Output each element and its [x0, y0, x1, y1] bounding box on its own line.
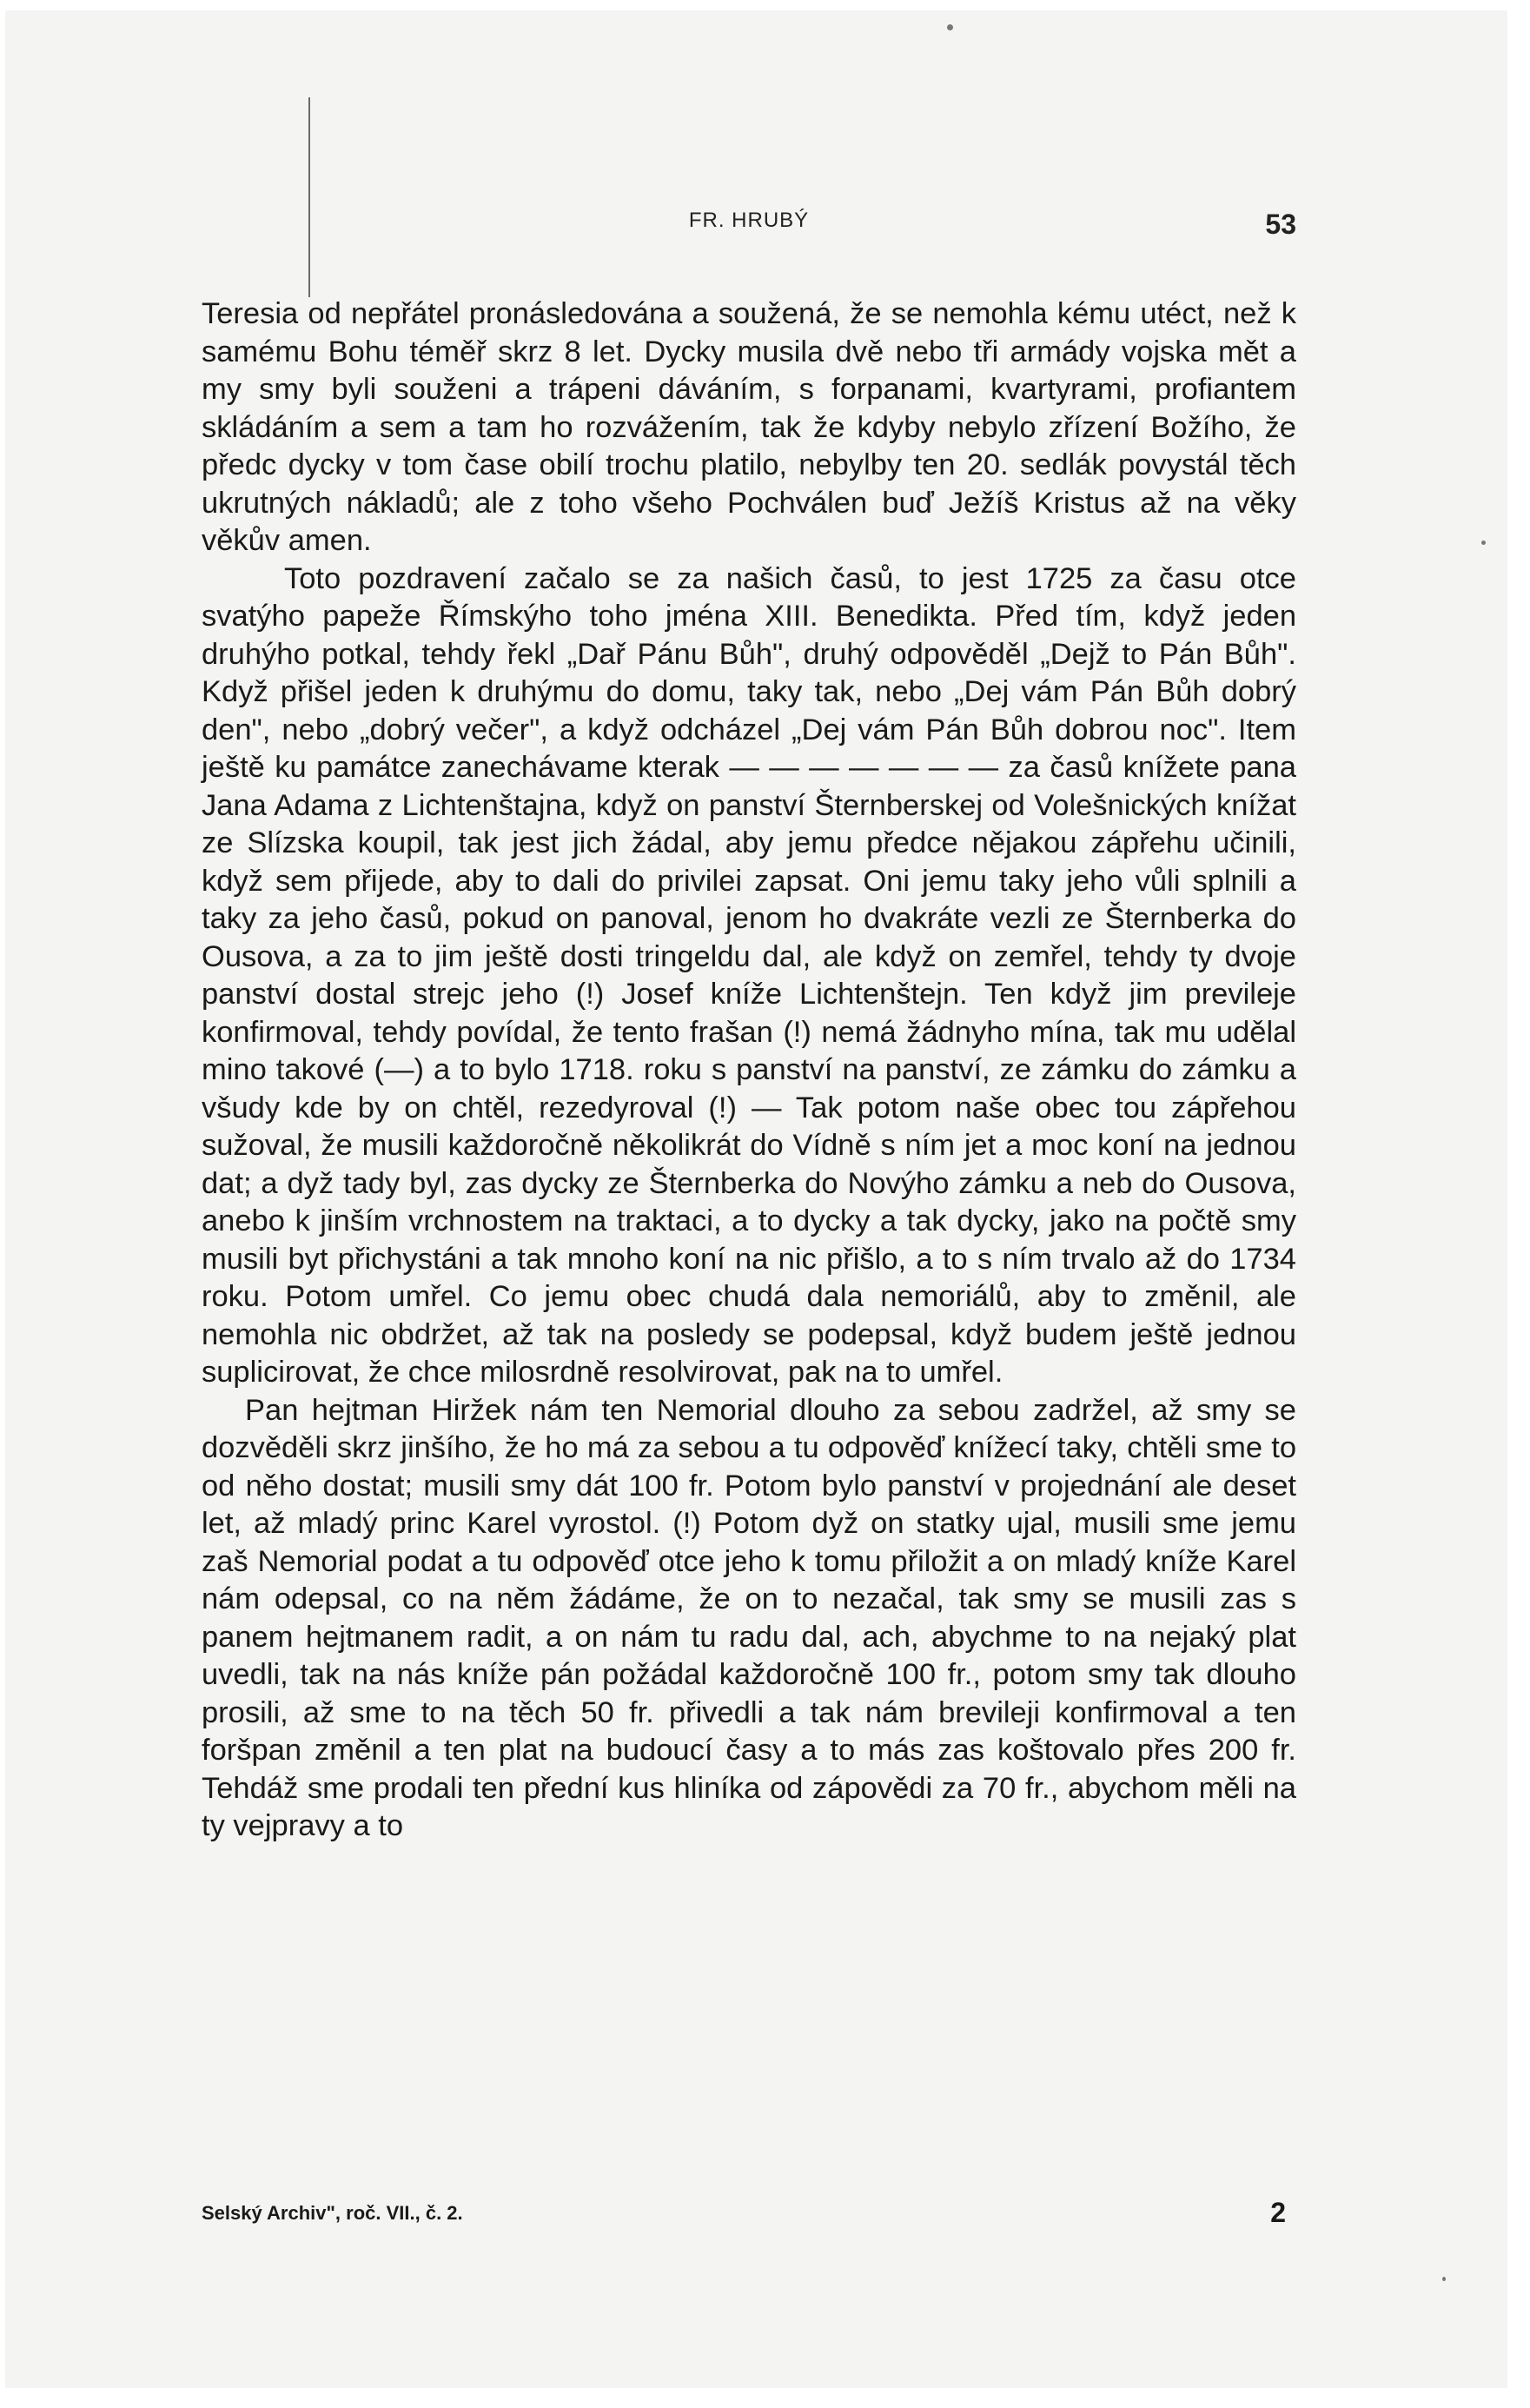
paragraph: Teresia od nepřátel pronásledována a soužená, že se nemohla kému utéct, než k samému Bohu téměř skrz 8 let. Dycky musila dvě nebo tři armády vojska mět a my smy byli souženi a trápeni dáváním, s forpanami, kvartyrami, profiantem skládáním a sem a tam ho rozvážením, tak že kdyby nebylo zřízení Božího, že předc dycky v tom čase obilí trochu platilo, nebylby ten 20. sedlák povystál těch ukrutných nákladů; ale z toho všeho Pochválen buď Ježíš Kristus až na věky věkův amen.: [202, 297, 1296, 557]
journal-reference: Selský Archiv", roč. VII., č. 2.: [202, 2202, 463, 2224]
page-border-left: [0, 0, 5, 2408]
page-border-bottom: [0, 2388, 1507, 2408]
page-footer: [202, 2197, 1296, 2232]
scan-speck: [1442, 2277, 1446, 2281]
sheet-number: 2: [1270, 2197, 1286, 2228]
page-border-top: [0, 0, 1507, 10]
paragraph: Pan hejtman Hiržek nám ten Nemorial dlouho za sebou zadržel, až smy se dozvěděli skrz jinšího, že ho má za sebou a tu odpověď knížecí taky, chtěli sme to od něho dostat; musili smy dát 100 fr. Potom bylo panství v projednání ale deset let, až mladý princ Karel vyrostol. (!) Potom dyž on statky ujal, musili sme jemu zaš Nemorial podat a tu odpověď otce jeho k tomu přiložit a on mladý kníže Karel nám odepsal, co na něm žádáme, že on to nezačal, tak smy se musili zas s panem hejtmanem radit, a on nám tu radu dal, ach, abychme to na nejaký plat uvedli, tak na nás kníže pán požádal každoročně 100 fr., potom smy tak dlouho prosili, až sme to na těch 50 fr. přivedli a tak nám brevileji konfirmoval a ten foršpan změnil a ten plat na budoucí časy a to más zas koštovalo přes 200 fr. Tehdáž sme prodali ten přední kus hliníka od zápovědi za 70 fr., abychom měli na ty vejpravy a to: [202, 1393, 1296, 1842]
page-number: 53: [1265, 209, 1296, 240]
page-header: [202, 209, 1296, 243]
running-head: FR. HRUBÝ: [688, 209, 810, 232]
scan-artifact-line: [308, 97, 310, 297]
scan-speck: [947, 24, 953, 30]
page-border-right: [1507, 0, 1530, 2408]
body-text: [202, 295, 1296, 1846]
paragraph: Toto pozdravení začalo se za našich časů, to jest 1725 za času otce svatýho papeže Římskýho toho jména XIII. Benedikta. Před tím, když jeden druhýho potkal, tehdy řekl „Dař Pánu Bůh", druhý odpověděl „Dejž to Pán Bůh". Když přišel jeden k druhýmu do domu, taky tak, nebo „Dej vám Pán Bůh dobrý den", nebo „dobrý večer", a když odcházel „Dej vám Pán Bůh dobrou noc". Item ještě ku památce zanechávame kterak — — — — — — — za časů knížete pana Jana Adama z Lichtenštajna, když on panství Šternberskej od Volešnických knížat ze Slízska koupil, tak jest jich žádal, aby jemu předce nějakou zápřehu učinili, když sem přijede, aby to dali do privilei zapsat. Oni jemu taky jeho vůli splnili a taky za jeho časů, pokud on panoval, jenom ho dvakráte vezli ze Šternberka do Ousova, a za to jim ještě dosti tringeldu dal, ale když on zemřel, tehdy ty dvoje panství dostal strejc jeho (!) Josef kníže Lichtenštejn. Ten když jim previleje konfirmoval, tehdy povídal, že tento frašan (!) nemá žádnyho mína, tak mu udělal mino takové (—) a to bylo 1718. roku s panství na panství, ze zámku do zámku a všudy kde by on chtěl, rezedyroval (!) — Tak potom naše obec tou zápřehou sužoval, že musili každoročně několikrát do Vídně s ním jet a moc koní na jednou dat; a dyž tady byl, zas dycky ze Šternberka do Novýho zámku a neb do Ousova, anebo k jinším vrchnostem na traktaci, a to dycky a tak dycky, jako na počtě smy musili byt přichystáni a tak mnoho koní na nic přišlo, a to s ním trvalo až do 1734 roku. Potom umřel. Co jemu obec chudá dala nemoriálů, aby to změnil, ale nemohla nic obdržet, až tak na posledy se podepsal, když budem ještě jednou suplicirovat, že chce milosrdně resolvirovat, pak na to umřel.: [202, 561, 1296, 1389]
scan-speck: [1481, 541, 1486, 545]
